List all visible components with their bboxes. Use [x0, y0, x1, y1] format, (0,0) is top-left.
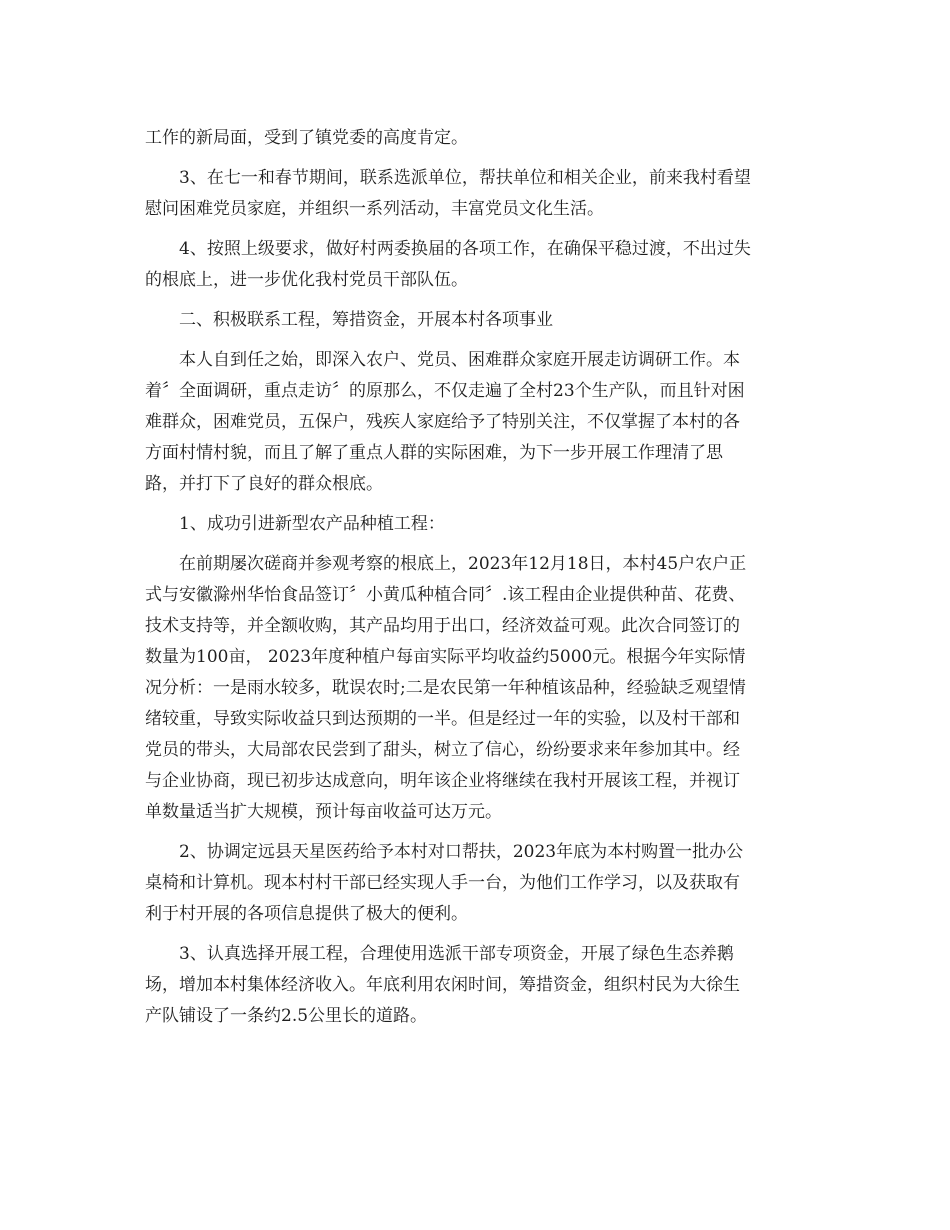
paragraph-7: [145, 549, 813, 828]
paragraph-9: [145, 939, 813, 1032]
text-line: 在前期屡次磋商并参观考察的根底上，2023年12月18日，本村45户农户正: [179, 554, 747, 574]
text-line: 本人自到任之始，即深入农户、党员、困难群众家庭开展走访调研工作。本: [179, 350, 740, 370]
paragraph-2: [145, 163, 813, 225]
text-line: 技术支持等，并全额收购，其产品均用于出口，经济效益可观。此次合同签订的: [145, 616, 740, 636]
text-line: 式与安徽滁州华怡食品签订〞小黄瓜种植合同〞.该工程由企业提供种苗、花费、: [145, 585, 746, 605]
text-line: 4、按照上级要求，做好村两委换届的各项工作，在确保平稳过渡，不出过失: [179, 239, 751, 259]
paragraph-6: [145, 509, 813, 540]
text-line: 产队铺设了一条约2.5公里长的道路。: [145, 1006, 428, 1026]
text-line: 工作的新局面，受到了镇党委的高度肯定。: [145, 128, 468, 148]
paragraph-4-heading: [145, 305, 813, 336]
text-line: 的根底上，进一步优化我村党员干部队伍。: [145, 270, 468, 290]
text-line: 场，增加本村集体经济收入。年底利用农闲时间，筹措资金，组织村民为大徐生: [145, 975, 740, 995]
text-line: 1、成功引进新型农产品种植工程：: [179, 514, 445, 534]
text-line: 与企业协商，现已初步达成意向，明年该企业将继续在我村开展该工程，并视订: [145, 771, 740, 791]
text-line: 况分析：一是雨水较多，耽误农时;二是农民第一年种植该品种，经验缺乏观望情: [145, 678, 746, 698]
document-page: [145, 123, 813, 1041]
text-line: 桌椅和计算机。现本村村干部已经实现人手一台，为他们工作学习，以及获取有: [145, 873, 740, 893]
section-heading: 二、积极联系工程，筹措资金，开展本村各项事业: [179, 310, 553, 330]
text-line: 难群众，困难党员，五保户，残疾人家庭给予了特别关注，不仅掌握了本村的各: [145, 412, 740, 432]
text-line: 路，并打下了良好的群众根底。: [145, 474, 383, 494]
text-line: 3、在七一和春节期间，联系选派单位，帮扶单位和相关企业，前来我村看望: [179, 168, 751, 188]
text-line: 2、协调定远县天星医药给予本村对口帮扶，2023年底为本村购置一批办公: [179, 842, 744, 862]
text-line: 利于村开展的各项信息提供了极大的便利。: [145, 904, 468, 924]
text-line: 着〞全面调研，重点走访〞的原那么，不仅走遍了全村23个生产队，而且针对困: [145, 381, 745, 401]
paragraph-3: [145, 234, 813, 296]
text-line: 数量为100亩， 2023年度种植户每亩实际平均收益约5000元。根据今年实际情: [145, 647, 746, 667]
text-line: 慰问困难党员家庭，并组织一系列活动，丰富党员文化生活。: [145, 199, 604, 219]
paragraph-5: [145, 345, 813, 500]
paragraph-1: [145, 123, 813, 154]
text-line: 党员的带头，大局部农民尝到了甜头，树立了信心，纷纷要求来年参加其中。经: [145, 740, 740, 760]
text-line: 方面村情村貌，而且了解了重点人群的实际困难，为下一步开展工作理清了思: [145, 443, 723, 463]
text-line: 3、认真选择开展工程，合理使用选派干部专项资金，开展了绿色生态养鹅: [179, 944, 734, 964]
paragraph-8: [145, 837, 813, 930]
text-line: 绪较重，导致实际收益只到达预期的一半。但是经过一年的实验，以及村干部和: [145, 709, 740, 729]
text-line: 单数量适当扩大规模，预计每亩收益可达万元。: [145, 802, 502, 822]
